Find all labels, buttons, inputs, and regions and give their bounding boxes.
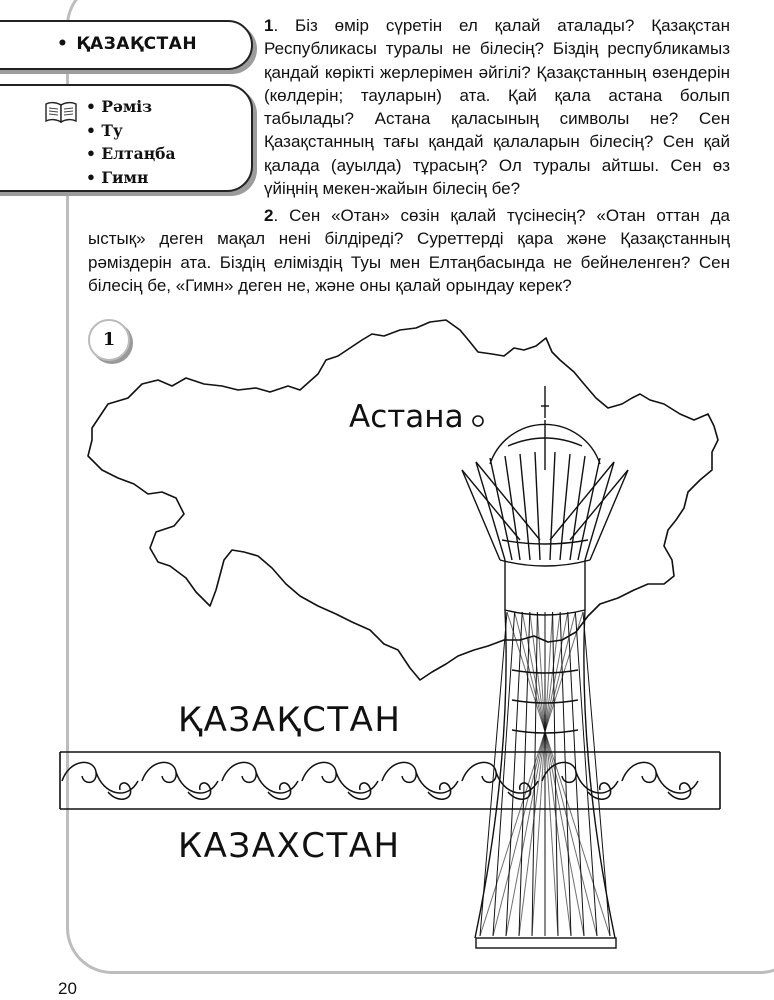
- country-name-russian: КАЗАХСТАН: [178, 826, 401, 866]
- baiterek-lattice: [480, 612, 610, 936]
- lattice-line: [480, 612, 507, 936]
- ornament-scroll: [222, 762, 298, 799]
- lattice-line: [575, 612, 597, 936]
- keyword-item: • Елтаңба: [86, 142, 176, 166]
- lattice-line: [568, 612, 584, 936]
- map-city-label: Астана: [349, 399, 464, 435]
- lattice-line: [530, 612, 571, 936]
- keyword-item: • Гимн: [86, 166, 176, 190]
- page-number: 20: [58, 979, 77, 998]
- lattice-line: [519, 612, 530, 936]
- lattice-line: [519, 612, 560, 936]
- lattice-line: [506, 612, 522, 936]
- ornament-scroll: [382, 762, 458, 799]
- lattice-line: [583, 612, 610, 936]
- question-text: . Сен «Отан» сөзін қалай түсінесің? «Отан оттан да ыстық» деген мақал нені білдіреді? Суреттерді қара және Қазақстанның рәміздерін ата. Біздің еліміздің Туы мен Елтаңбасында не бейнеленген? Сен білесің бе, «Гимн» деген не, және оны қалай орындау керек?: [88, 206, 730, 295]
- figure-number-badge: 1: [88, 319, 130, 361]
- ornament-scroll: [142, 762, 218, 799]
- ornament-scroll: [622, 762, 698, 799]
- ornament-band: [60, 752, 720, 809]
- country-name-kazakh: ҚАЗАҚСТАН: [178, 700, 402, 740]
- topic-bullet: •: [57, 34, 69, 54]
- baiterek-base: [476, 938, 616, 948]
- kazakhstan-map-outline: [88, 320, 718, 680]
- keyword-item: • Ту: [86, 119, 176, 143]
- ornament-scroll: [302, 762, 378, 799]
- ornament-scrolls: [62, 762, 698, 799]
- ornament-scroll: [62, 762, 138, 799]
- lattice-line: [560, 612, 571, 936]
- question-text: . Біз өмір сүретін ел қалай аталады? Қазақстан Республикасы туралы не білесің? Біздің республикамыз қандай көрікті жерлерімен әйгілі? Қазақстанның өзендерін (көлдерін; тауларын) ата. Қай қала астана болып табылады? Астана қаласының символы не? Сен Қазақстанның тағы қандай қалаларын білесің? Сен қай қалада (ауылда) тұрасың? Ол туралы айтшы. Сен өз үйіңнің мекен-жайын білесің бе?: [264, 16, 730, 199]
- lattice-line: [493, 612, 575, 936]
- topic-title: ҚАЗАҚСТАН: [76, 34, 198, 54]
- astana-marker: [473, 416, 483, 426]
- keyword-item: • Рәміз: [86, 95, 176, 119]
- question-number: 1: [264, 16, 274, 35]
- question-number: 2: [264, 206, 274, 225]
